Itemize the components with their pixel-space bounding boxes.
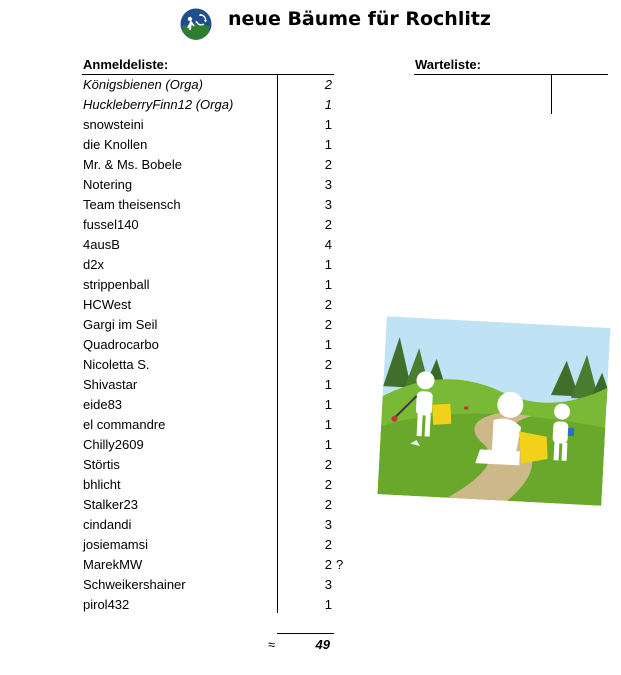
table-row [83,577,343,597]
participant-count: 2 [324,497,332,512]
participant-count: 2 [324,457,332,472]
participant-name: Notering [83,177,133,192]
participant-name: Störtis [83,457,120,472]
page-title: neue Bäume für Rochlitz [228,8,491,30]
participant-count: 1 [324,97,332,112]
table-row [83,177,343,197]
table-row [83,417,343,437]
participant-name: strippenball [83,277,150,292]
participant-count: 1 [324,437,332,452]
participant-name: Quadrocarbo [83,337,159,352]
total-approx-symbol: ≈ [268,637,276,652]
participant-count: 3 [324,517,332,532]
participant-count: 1 [324,397,332,412]
participant-count: 2 [324,77,332,92]
participant-count: 1 [324,257,332,272]
total-line [277,633,334,634]
participant-count: 2 [324,357,332,372]
participant-name: Chilly2609 [83,437,144,452]
table-row [83,157,343,177]
table-row [83,97,343,117]
participant-count: 1 [324,597,332,612]
table-row [83,277,343,297]
cito-logo-icon [180,8,212,40]
table-row [83,477,343,497]
table-row [83,297,343,317]
participant-count: 1 [324,137,332,152]
table-row [83,537,343,557]
participant-name: josiemamsi [83,537,149,552]
participant-count: 3 [324,577,332,592]
table-row [83,457,343,477]
participant-count: 2 [324,157,332,172]
participant-name: Shivastar [83,377,138,392]
participant-count: 2 [324,317,332,332]
row-note: ? [336,557,344,572]
participant-count: 1 [324,117,332,132]
participant-name: 4ausB [83,237,120,252]
warteliste-header: Warteliste: [415,57,481,72]
participant-count: 1 [324,377,332,392]
table-row [83,197,343,217]
table-row [83,357,343,377]
participant-name: cindandi [83,517,132,532]
participant-name: Gargi im Seil [83,317,158,332]
participant-name: Schweikershainer [83,577,186,592]
participant-name: Mr. & Ms. Bobele [83,157,182,172]
participant-count: 1 [324,417,332,432]
participant-name: pirol432 [83,597,130,612]
participant-count: 4 [324,237,332,252]
anmeldeliste-header: Anmeldeliste: [83,57,169,72]
table-row [83,557,343,577]
table-row [83,337,343,357]
table-row [83,217,343,237]
table-row [83,377,343,397]
participant-name: eide83 [83,397,123,412]
table-row [83,77,343,97]
participant-name: Königsbienen (Orga) [83,77,203,92]
participant-count: 2 [324,477,332,492]
participant-count: 2 [324,217,332,232]
total-count: 49 [315,637,330,652]
participant-count: 2 [324,537,332,552]
participant-name: Stalker23 [83,497,138,512]
participant-count: 1 [324,337,332,352]
participant-name: Team theisensch [83,197,181,212]
warteliste-column-divider [551,74,552,114]
participant-name: d2x [83,257,104,272]
participant-name: snowsteini [83,117,144,132]
participant-count: 2 [324,297,332,312]
anmeldeliste-header-line [82,74,334,75]
participant-name: HuckleberryFinn12 (Orga) [83,97,234,112]
participant-name: MarekMW [83,557,143,572]
participant-name: fussel140 [83,217,139,232]
participant-count: 3 [324,177,332,192]
participant-name: bhlicht [83,477,121,492]
table-row [83,517,343,537]
table-row [83,437,343,457]
table-row [83,257,343,277]
warteliste-header-line [414,74,608,75]
table-row [83,397,343,417]
table-row [83,237,343,257]
table-row [83,117,343,137]
participant-name: HCWest [83,297,132,312]
participant-count: 3 [324,197,332,212]
participant-name: el commandre [83,417,166,432]
table-row [83,137,343,157]
table-row [83,497,343,517]
participant-count: 1 [324,277,332,292]
table-row [83,597,343,617]
cleanup-illustration [377,316,610,505]
table-row [83,317,343,337]
participant-name: Nicoletta S. [83,357,150,372]
participant-count: 2 [324,557,332,572]
participant-name: die Knollen [83,137,148,152]
